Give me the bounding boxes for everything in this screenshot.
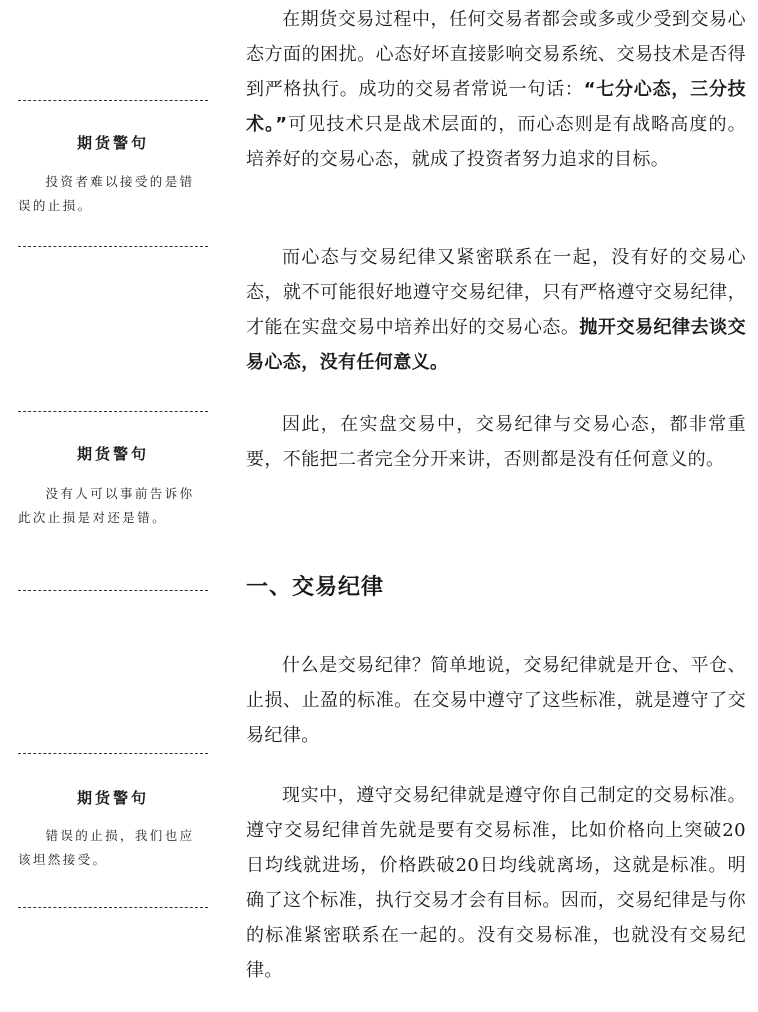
sidebar [0, 0, 228, 1012]
tip-text: 没有人可以事前告诉你此次止损是对还是错。 [18, 486, 195, 525]
tip-title: 期货警句 [76, 134, 149, 152]
paragraph-text: 可见技术只是战术层面的，而心态则是有战略高度的。培养好的交易心态，就成了投资者努力追求的目标。 [246, 114, 746, 170]
paragraph [246, 2, 746, 177]
divider [18, 100, 208, 101]
tip-text: 错误的止损，我们也应该坦然接受。 [18, 828, 195, 867]
divider [18, 246, 208, 247]
divider [18, 411, 208, 412]
paragraph-text: 而心态与交易纪律又紧密联系在一起，没有好的交易心态，就不可能很好地遵守交易纪律，只有严格遵守交易纪律，才能在实盘交易中培养出好的交易心态。 [246, 247, 746, 338]
tip-title: 期货警句 [76, 445, 149, 463]
emphasis-quote: “七分心态，三分技术。” [246, 79, 746, 135]
tip-text: 投资者难以接受的是错误的止损。 [18, 174, 195, 213]
section-title: 一、交易纪律 [246, 575, 385, 600]
paragraph: 因此，在实盘交易中，交易纪律与交易心态，都非常重要，不能把二者完全分开来讲，否则都是没有任何意义的。 [246, 414, 746, 470]
paragraph [246, 240, 746, 380]
paragraph-text: 在期货交易过程中，任何交易者都会或多或少受到交易心态方面的困扰。心态好坏直接影响交易系统、交易技术是否得到严格执行。成功的交易者常说一句话： [246, 9, 746, 100]
paragraph: 什么是交易纪律？简单地说，交易纪律就是开仓、平仓、止损、止盈的标准。在交易中遵守了这些标准，就是遵守了交易纪律。 [246, 655, 746, 746]
divider [18, 907, 208, 908]
emphasis-text: 抛开交易纪律去谈交易心态，没有任何意义。 [246, 317, 746, 373]
tip-title: 期货警句 [76, 789, 149, 807]
divider [18, 590, 208, 591]
paragraph: 现实中，遵守交易纪律就是遵守你自己制定的交易标准。遵守交易纪律首先就是要有交易标准，比如价格向上突破20日均线就进场，价格跌破20日均线就离场，这就是标准。明确了这个标准，执行交易才会有目标。因而，交易纪律是与你的标准紧密联系在一起的。没有交易标准，也就没有交易纪律。 [246, 785, 746, 981]
divider [18, 753, 208, 754]
